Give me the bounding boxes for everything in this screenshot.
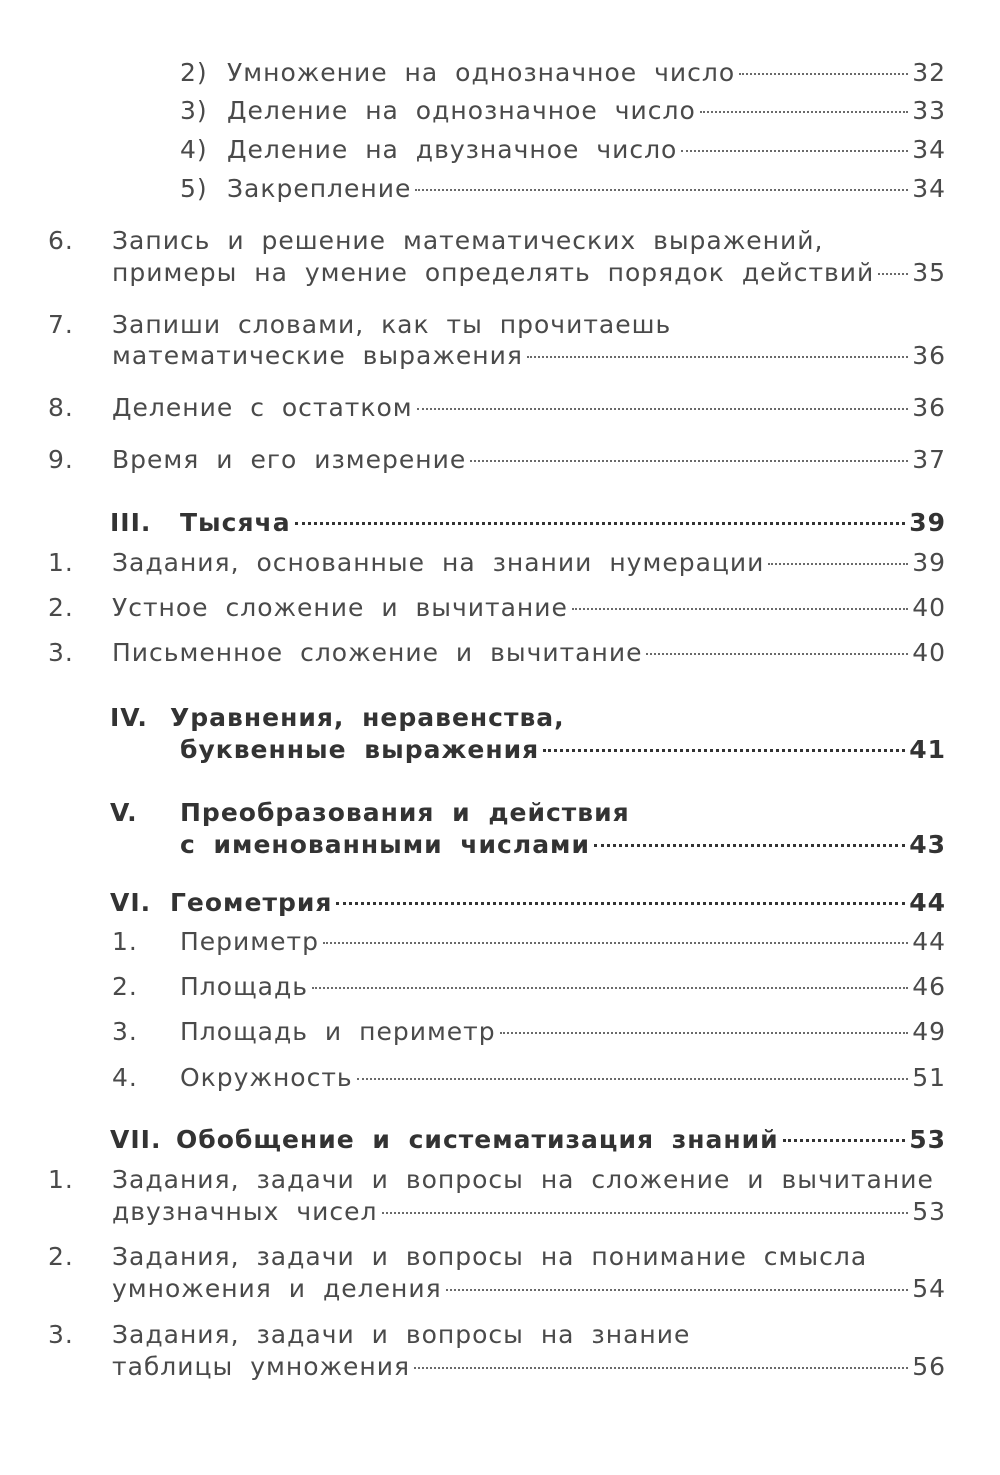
entry-page: 49 [912, 1017, 946, 1046]
entry-number: 6. [48, 226, 74, 255]
entry-page: 36 [912, 393, 946, 422]
section-title: с именованными числами [180, 830, 591, 859]
entry-number: 8. [48, 393, 74, 422]
section-page: 53 [909, 1125, 946, 1154]
entry-number: 3. [112, 1017, 138, 1046]
dot-leader [700, 111, 908, 113]
toc-section[interactable] [180, 735, 946, 765]
entry-page: 51 [912, 1063, 946, 1092]
entry-page: 46 [912, 972, 946, 1001]
toc-entry[interactable] [112, 258, 946, 288]
toc-section[interactable] [176, 1125, 946, 1155]
dot-leader [783, 1139, 906, 1142]
dot-leader [572, 608, 908, 610]
toc-section[interactable] [180, 508, 946, 538]
section-number: III. [110, 508, 152, 537]
section-title: Преобразования и действия [180, 798, 630, 827]
dot-leader [295, 522, 906, 525]
entry-number: 7. [48, 310, 74, 339]
entry-title: Закрепление [227, 174, 412, 203]
toc-section[interactable] [180, 830, 946, 860]
dot-leader [357, 1078, 909, 1080]
entry-number: 9. [48, 445, 74, 474]
entry-title: Деление на однозначное число [227, 96, 696, 125]
entry-page: 32 [912, 58, 946, 87]
section-number: VII. [110, 1125, 162, 1154]
dot-leader [323, 942, 908, 944]
section-title: Геометрия [170, 888, 333, 917]
section-title: Тысяча [180, 508, 291, 537]
entry-page: 34 [912, 135, 946, 164]
dot-leader [768, 563, 908, 565]
toc-entry[interactable] [112, 1274, 946, 1304]
entry-page: 37 [912, 445, 946, 474]
entry-title: Умножение на однозначное число [227, 58, 736, 87]
dot-leader [446, 1289, 909, 1291]
entry-number: 2) [180, 58, 208, 87]
entry-number: 4) [180, 135, 208, 164]
entry-title: Запиши словами, как ты прочитаешь [112, 310, 672, 339]
toc-entry[interactable] [112, 341, 946, 371]
entry-title: примеры на умение определять порядок действий [112, 258, 875, 287]
entry-page: 36 [912, 341, 946, 370]
toc-entry-line[interactable] [112, 1320, 946, 1350]
entry-title: Задания, основанные на знании нумерации [112, 548, 765, 577]
section-page: 41 [909, 735, 946, 764]
dot-leader [500, 1032, 909, 1034]
entry-title: Письменное сложение и вычитание [112, 638, 643, 667]
dot-leader [681, 150, 908, 152]
toc-entry[interactable] [112, 1197, 946, 1227]
entry-title: Задания, задачи и вопросы на знание [112, 1320, 691, 1349]
entry-number: 2. [112, 972, 138, 1001]
entry-page: 54 [912, 1274, 946, 1303]
entry-number: 5) [180, 174, 208, 203]
toc-entry[interactable] [227, 96, 946, 126]
entry-number: 1. [48, 1165, 74, 1194]
entry-number: 2. [48, 1242, 74, 1271]
entry-number: 3. [48, 638, 74, 667]
entry-page: 56 [912, 1352, 946, 1381]
entry-title: Время и его измерение [112, 445, 467, 474]
toc-entry[interactable] [112, 593, 946, 623]
dot-leader [470, 460, 908, 462]
entry-title: Периметр [180, 927, 319, 956]
entry-title: Площадь [180, 972, 308, 1001]
dot-leader [417, 408, 909, 410]
toc-entry-line[interactable] [112, 1242, 946, 1272]
entry-number: 1. [48, 548, 74, 577]
dot-leader [527, 356, 908, 358]
entry-number: 4. [112, 1063, 138, 1092]
section-number: V. [110, 798, 138, 827]
toc-entry-line[interactable] [112, 226, 946, 256]
entry-title: Окружность [180, 1063, 353, 1092]
dot-leader [414, 1367, 908, 1369]
entry-page: 44 [912, 927, 946, 956]
toc-entry-line[interactable] [112, 310, 946, 340]
entry-number: 3) [180, 96, 208, 125]
dot-leader [543, 749, 905, 752]
section-title: Обобщение и систематизация знаний [176, 1125, 779, 1154]
toc-section[interactable] [170, 888, 946, 918]
toc-entry[interactable] [180, 1017, 946, 1047]
section-number: VI. [110, 888, 152, 917]
toc-section-line[interactable] [170, 703, 946, 733]
entry-title: Задания, задачи и вопросы на сложение и вычитание [112, 1165, 934, 1194]
entry-title: таблицы умножения [112, 1352, 411, 1381]
toc-entry[interactable] [112, 638, 946, 668]
entry-page: 40 [912, 638, 946, 667]
entry-title: Деление с остатком [112, 393, 413, 422]
entry-page: 35 [912, 258, 946, 287]
entry-title: математические выражения [112, 341, 523, 370]
entry-title: Задания, задачи и вопросы на понимание смысла [112, 1242, 868, 1271]
toc-entry[interactable] [227, 174, 946, 204]
entry-number: 2. [48, 593, 74, 622]
toc-entry[interactable] [112, 445, 946, 475]
entry-title: Запись и решение математических выражений, [112, 226, 824, 255]
entry-title: Деление на двузначное число [227, 135, 678, 164]
toc-entry[interactable] [112, 548, 946, 578]
toc-entry[interactable] [227, 135, 946, 165]
dot-leader [336, 902, 905, 905]
entry-page: 40 [912, 593, 946, 622]
entry-page: 39 [912, 548, 946, 577]
dot-leader [382, 1212, 909, 1214]
toc-entry-line[interactable] [112, 1165, 946, 1195]
entry-page: 33 [912, 96, 946, 125]
dot-leader [739, 73, 908, 75]
section-title: Уравнения, неравенства, [170, 703, 565, 732]
section-page: 39 [909, 508, 946, 537]
toc-entry[interactable] [227, 58, 946, 88]
entry-title: Площадь и периметр [180, 1017, 496, 1046]
section-number: IV. [110, 703, 148, 732]
toc-entry[interactable] [180, 972, 946, 1002]
section-title: буквенные выражения [180, 735, 540, 764]
entry-title: Устное сложение и вычитание [112, 593, 568, 622]
entry-title: умножения и деления [112, 1274, 442, 1303]
dot-leader [415, 189, 908, 191]
toc-entry[interactable] [180, 1063, 946, 1093]
toc-entry[interactable] [180, 927, 946, 957]
entry-number: 3. [48, 1320, 74, 1349]
dot-leader [594, 844, 905, 847]
dot-leader [646, 653, 908, 655]
dot-leader [312, 987, 908, 989]
toc-section-line[interactable] [180, 798, 946, 828]
dot-leader [878, 273, 908, 275]
entry-page: 53 [912, 1197, 946, 1226]
entry-number: 1. [112, 927, 138, 956]
entry-title: двузначных чисел [112, 1197, 378, 1226]
entry-page: 34 [912, 174, 946, 203]
toc-entry[interactable] [112, 393, 946, 423]
section-page: 44 [909, 888, 946, 917]
toc-entry[interactable] [112, 1352, 946, 1382]
section-page: 43 [909, 830, 946, 859]
